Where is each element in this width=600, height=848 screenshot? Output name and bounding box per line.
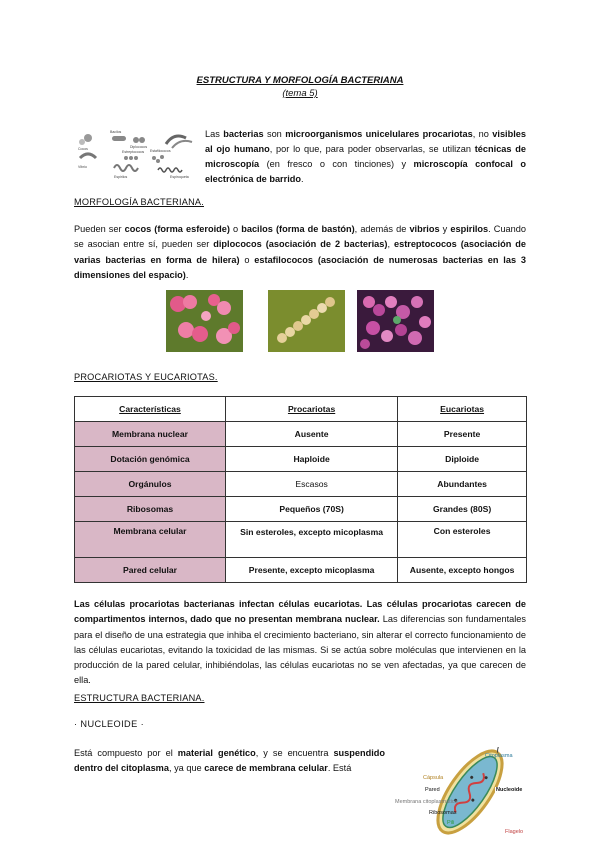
shape-label: Espirilos — [114, 175, 128, 179]
section-heading-estructura: ESTRUCTURA BACTERIANA. — [74, 693, 205, 703]
table-row — [75, 497, 527, 522]
diagram-label: Ribosomas — [429, 810, 457, 816]
table-row — [75, 422, 527, 447]
column-header: Eucariotas — [398, 397, 527, 422]
document-title: ESTRUCTURA Y MORFOLOGÍA BACTERIANA — [196, 75, 404, 86]
subheading-nucleoide: · NUCLEOIDE · — [74, 719, 145, 729]
diagram-label: Nucleoide — [496, 787, 523, 793]
row-label: Pared celular — [75, 558, 226, 583]
procariota-value: Pequeños (70S) — [226, 497, 398, 522]
document-subtitle: (tema 5) — [282, 88, 318, 99]
table-row — [75, 447, 527, 472]
section-heading-morfologia: MORFOLOGÍA BACTERIANA. — [74, 197, 204, 207]
diagram-label: Flagelo — [505, 829, 524, 835]
column-header: Procariotas — [226, 397, 398, 422]
diagram-label: Membrana citoplasmática — [395, 799, 458, 805]
table-row — [75, 558, 527, 583]
eucariota-value: Con esteroles — [398, 522, 527, 558]
shape-label: Bacilos — [110, 130, 122, 134]
intro-paragraph: Las bacterias son microorganismos unicelulares procariotas, no visibles al ojo humano, por lo que, para poder observarlas, se utilizan técnicas de microscopía (en fresco o con tinciones) y microscopía confocal o electrónica de barrido. — [205, 129, 527, 184]
comparison-table — [74, 396, 527, 583]
diagram-label: Cápsula — [423, 775, 444, 781]
nucleoide-paragraph: Está compuesto por el material genético, y se encuentra suspendido dentro del citoplasma, ya que carece de membrana celular. Está — [74, 748, 385, 774]
section-heading-procariotas: PROCARIOTAS Y EUCARIOTAS. — [74, 372, 218, 382]
procariota-value: Ausente — [226, 422, 398, 447]
procariota-value: Haploide — [226, 447, 398, 472]
row-label: Orgánulos — [75, 472, 226, 497]
procariota-value: Presente, excepto micoplasma — [226, 558, 398, 583]
micrograph-streptococcus-image — [268, 290, 345, 352]
procariota-value: Sin esteroles, excepto micoplasma — [226, 522, 398, 558]
shape-label: Estreptococos — [122, 150, 145, 154]
micrograph-staphylococcus-image — [357, 290, 434, 352]
eucariota-value: Diploide — [398, 447, 527, 472]
bacterial-cell-diagram — [395, 747, 535, 837]
micrograph-diplococcus-image — [166, 290, 243, 352]
eucariota-value: Abundantes — [398, 472, 527, 497]
procariotas-paragraph: Las células procariotas bacterianas infectan células eucariotas. Las células procariotas carecen de compartimentos internos, dado que no presentan membrana nuclear. Las diferencias son fundamentales para el diseño de una estrategia que inhiba el crecimiento bacteriano, sin alterar el correcto funcionamiento de las células eucariotas, evitando la toxicidad de las mismas. Si se actúa sobre moléculas que intervienen en la producción de la pared celular, inhibiéndolas, las células eucariotas no se ven afectadas, ya que carecen de ella. — [74, 599, 526, 686]
eucariota-value: Grandes (80S) — [398, 497, 527, 522]
shape-label: Estafilococos — [150, 149, 171, 153]
shape-label: Vibrio — [78, 165, 87, 169]
table-row — [75, 472, 527, 497]
row-label: Membrana celular — [75, 522, 226, 558]
diagram-label: Pared — [425, 787, 440, 793]
morfologia-paragraph: Pueden ser cocos (forma esferoide) o bacilos (forma de bastón), además de vibrios y espirilos. Cuando se asocian entre sí, pueden ser diplococos (asociación de 2 bacterias), estreptococos (asociación de varias bacterias en forma de hilera) o estafilococos (asociación de numerosas bacterias en las 3 dimensiones del espacio). — [74, 224, 526, 280]
eucariota-value: Presente — [398, 422, 527, 447]
diagram-label: Citoplasma — [485, 753, 513, 759]
row-label: Dotación genómica — [75, 447, 226, 472]
diagram-label: Pili — [447, 820, 455, 826]
shape-label: Espiroqueta — [170, 175, 189, 179]
shape-label: Diplococos — [130, 145, 148, 149]
row-label: Ribosomas — [75, 497, 226, 522]
row-label: Membrana nuclear — [75, 422, 226, 447]
eucariota-value: Ausente, excepto hongos — [398, 558, 527, 583]
column-header: Características — [75, 397, 226, 422]
table-header-row — [75, 397, 527, 422]
shape-label: Cocos — [78, 147, 88, 151]
table-row — [75, 522, 527, 558]
procariota-value: Escasos — [226, 472, 398, 497]
bacteria-shapes-illustration — [74, 128, 198, 182]
